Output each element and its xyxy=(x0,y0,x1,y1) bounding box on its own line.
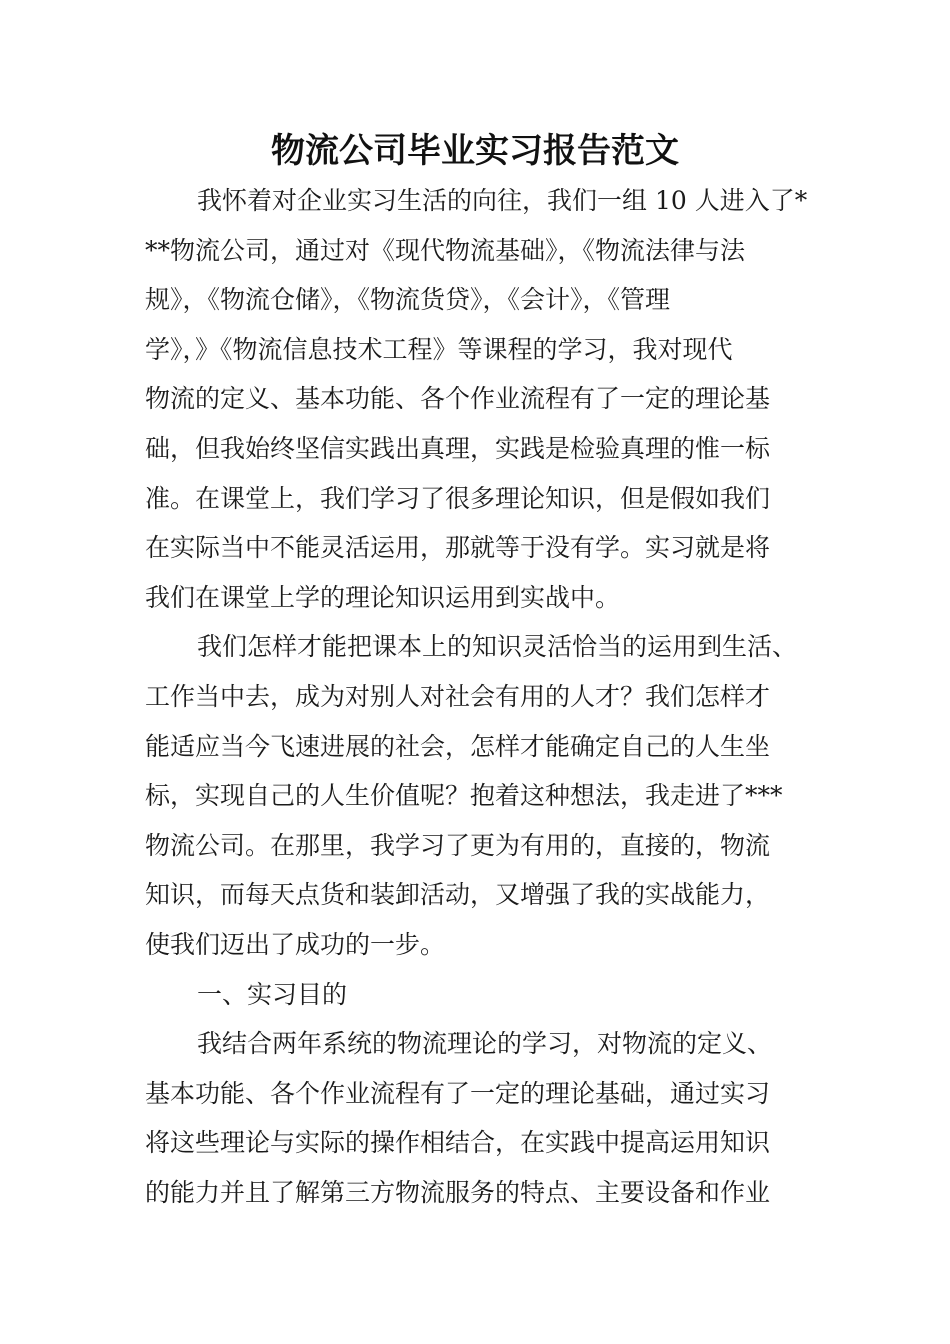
text-line: **物流公司，通过对《现代物流基础》，《物流法律与法 xyxy=(145,235,746,265)
text-line: 基本功能、各个作业流程有了一定的理论基础，通过实习 xyxy=(145,1078,771,1108)
text-line: 将这些理论与实际的操作相结合，在实践中提高运用知识 xyxy=(145,1128,771,1158)
text-line: 我怀着对企业实习生活的向往，我们一组 10 人进入了* xyxy=(197,186,808,215)
text-line: 我们在课堂上学的理论知识运用到实战中。 xyxy=(145,582,621,612)
text-line: 物流公司。在那里，我学习了更为有用的，直接的，物流 xyxy=(145,830,771,860)
text-line: 规》，《物流仓储》，《物流货贷》，《会计》，《管理 xyxy=(145,285,671,315)
document-title: 物流公司毕业实习报告范文 xyxy=(271,131,679,171)
document-body xyxy=(145,176,815,1217)
text-line: 标，实现自己的人生价值呢？抱着这种想法，我走进了*** xyxy=(145,781,783,811)
text-line: 在实际当中不能灵活运用，那就等于没有学。实习就是将 xyxy=(145,533,771,563)
text-line: 础，但我始终坚信实践出真理，实践是检验真理的惟一标 xyxy=(145,433,771,463)
section-heading-text: 一、实习目的 xyxy=(197,979,348,1009)
text-line: 工作当中去，成为对别人对社会有用的人才？我们怎样才 xyxy=(145,681,771,711)
text-line: 学》，》《物流信息技术工程》等课程的学习，我对现代 xyxy=(145,334,733,364)
text-line: 使我们迈出了成功的一步。 xyxy=(145,929,446,959)
text-line: 知识，而每天点货和装卸活动，又增强了我的实战能力， xyxy=(145,880,771,910)
paragraph-intro xyxy=(145,176,815,622)
text-line: 准。在课堂上，我们学习了很多理论知识，但是假如我们 xyxy=(145,483,771,513)
text-line: 我们怎样才能把课本上的知识灵活恰当的运用到生活、 xyxy=(197,632,798,662)
text-line: 能适应当今飞速进展的社会，怎样才能确定自己的人生坐 xyxy=(145,731,771,761)
paragraph-purpose xyxy=(145,1019,815,1217)
section-heading xyxy=(145,970,815,1020)
text-line: 我结合两年系统的物流理论的学习，对物流的定义、 xyxy=(197,1029,773,1059)
text-line: 物流的定义、基本功能、各个作业流程有了一定的理论基 xyxy=(145,384,771,414)
paragraph-motivation xyxy=(145,622,815,969)
text-line: 的能力并且了解第三方物流服务的特点、主要设备和作业 xyxy=(145,1177,771,1207)
